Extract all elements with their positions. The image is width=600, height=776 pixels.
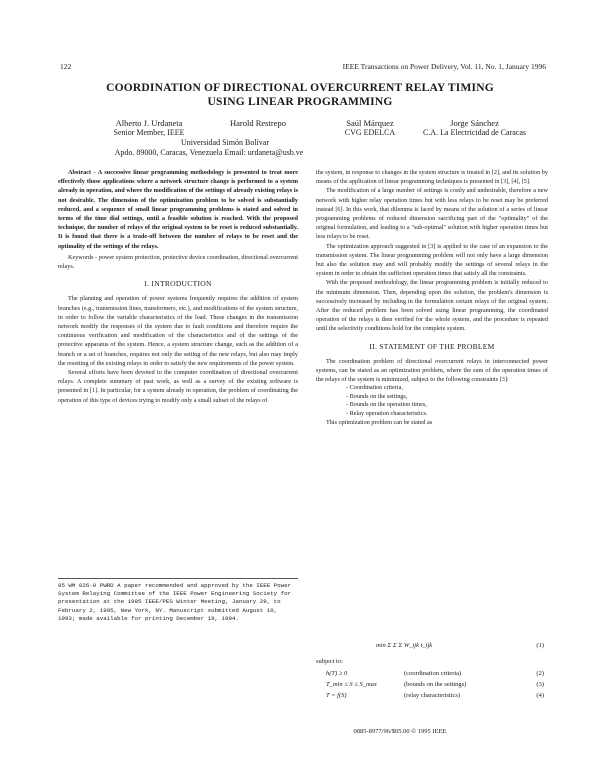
- title-line-2: USING LINEAR PROGRAMMING: [207, 96, 393, 108]
- section-heading-statement: II. STATEMENT OF THE PROBLEM: [369, 341, 495, 351]
- right-paragraph-3: The optimization approach suggested in [3] is applied to the case of an expansion to the transmission system. The linear programming problem will not only have a large dimension but also the solution may and will probably modify the settings of several relays in the system in order to obtain the sufficient operation times that satisfy all the constraints.: [316, 242, 548, 278]
- equation-1: [316, 640, 548, 656]
- statement-paragraph: The coordination problem of directional overcurrent relays in interconnected power systems, can be stated as an optimization problem, where the sum of the operation times of the relays of the system is minimized, subject to the following constraints [3]:: [316, 357, 548, 384]
- page-number: 122: [60, 62, 72, 71]
- equation-description: (relay characteristics): [404, 692, 461, 699]
- equations: [316, 640, 548, 701]
- equation-description: (coordination criteria): [404, 670, 462, 677]
- equation-4: [316, 690, 548, 701]
- author-3: Saúl Márquez CVG EDELCA: [344, 118, 396, 137]
- equation-lhs: h(T) ≥ 0: [326, 670, 348, 677]
- left-column: [58, 168, 298, 405]
- author-2: Harold Restrepo: [230, 118, 286, 128]
- constraint-list: [316, 384, 548, 418]
- equation-3: [316, 679, 548, 690]
- equation-2: [316, 668, 548, 679]
- equation-number: (4): [536, 692, 544, 699]
- equation-number: (2): [536, 670, 544, 677]
- abstract: [58, 168, 298, 251]
- affiliation-address: Apdo. 89000, Caracas, Venezuela Email: urdaneta@usb.ve: [114, 148, 304, 157]
- footnote: 95 WM 026-0 PWRD A paper recommended and approved by the IEEE Power System Relaying Committee of the IEEE Power Engineering Society for presentation at the 1995 IEEE/PES Winter Meeting, January 29, to February 2, 1995, New York, NY. Manuscript submitted August 10, 1993; made available for printing December 19, 1994.: [58, 578, 298, 623]
- copyright-line: 0885-8977/96/$05.00 © 1995 IEEE: [353, 728, 447, 735]
- equation-number: (1): [536, 642, 544, 649]
- objective-function: min Σ Σ Σ W_ijk t_ijk: [376, 642, 433, 649]
- constraint-item: - Relay operation characteristics.: [346, 409, 428, 417]
- constraint-item: - Bounds on the operation times,: [346, 401, 427, 409]
- constraint-item: - Coordination criteria,: [346, 384, 403, 392]
- title-line-1: COORDINATION OF DIRECTIONAL OVERCURRENT RELAY TIMING: [106, 82, 494, 94]
- section-heading-introduction: I. INTRODUCTION: [144, 279, 212, 289]
- paper-title: [60, 81, 540, 109]
- intro-paragraph-2: Several efforts have been devoted to the computer coordination of directional overcurrent relays. A complete summary of past work, as well as a survey of the existing software is presented in [1]. In particular, for a system already in operation, the problem of coordinating the operation of this type of devices trying to modify only a small subset of the relays of: [58, 369, 298, 404]
- right-column: [316, 168, 548, 427]
- equation-lhs: T = f(S): [326, 692, 347, 699]
- equation-description: (bounds on the settings): [404, 681, 467, 688]
- journal-header: IEEE Transactions on Power Delivery, Vol. 11, No. 1, January 1996: [342, 62, 546, 71]
- author-1: Alberto J. Urdaneta Senior Member, IEEE: [113, 118, 185, 137]
- right-paragraph-4: With the proposed methodology, the linear programming problem is initially reduced to the minimum dimension. Then, depending upon the solution, the problem's dimension is successively increased by including in the formulation certain relays of the original system. After the reduced problem has been solved using linear programming, the coordinated operation of the relays is then verified for the whole system, and the procedure is repeated until the selectivity conditions hold for the complete system.: [316, 279, 548, 333]
- author-4: Jorge Sánchez C.A. La Electricidad de Caracas: [422, 118, 527, 137]
- constraint-item: - Bounds on the settings,: [346, 392, 408, 400]
- right-paragraph-2: The modification of a large number of settings is costly and undesirable, therefore a new network with higher relay operation times but with less relays to be reset may be preferred instead [6]. In this work, that dilemma is faced by means of the solution of a series of linear programming problems of reduced dimension sacrificing part of the "optimality" of the original formulation, and leading to a "sub-optimal" solution with higher operation times but less relays to be reset.: [316, 187, 548, 241]
- keywords: Keywords - power system protection, protective device coordination, directional overcurrent relays.: [58, 253, 298, 271]
- formulation-intro: This optimization problem can be stated as: [326, 419, 433, 427]
- subject-to-label: subject to:: [316, 658, 343, 665]
- equation-number: (3): [536, 681, 544, 688]
- right-paragraph-1: the system, in response to changes in the system structure is treated in [2], and its solution by means of the application of linear programming techniques is presented in [3], [4], [5].: [316, 169, 548, 186]
- intro-paragraph-1: The planning and operation of power systems frequently requires the addition of system branches (e.g., transmission lines, transformers, etc.), and modifications of the system structure, in order to follow the variable characteristics of the load. These changes in the transmission network modify the responses of the system due to fault conditions and therefore require the continuous verification and modification of the characteristics and of the settings of the protective apparatus of the system. Hence, a system structure change, such as the addition of a branch or a set of branches, requires not only the setting of the new relays, but also may imply the resetting of the existing relays in order to satisfy the new requirements of the power system.: [58, 295, 298, 367]
- affiliation-shared: Universidad Simón Bolívar: [181, 138, 269, 147]
- equation-lhs: T_min ≤ S ≤ S_max: [326, 681, 377, 688]
- abstract-text: Abstract - A successive linear programming methodology is presented to treat more effectively those applications where a network structure change is performed to a system already in operation, and where the modification of the settings of already existing relays is not desirable. The dimension of the optimization problem to be solved is substantially reduced, and a sequence of small linear programming problems is stated and solved in terms of the time dial settings, until a feasible solution is reached. With the proposed technique, the number of relays of the original system to be reset is reduced substantially. It is found that there is a trade-off between the number of relays to be reset and the optimality of the settings of the relays.: [58, 169, 298, 250]
